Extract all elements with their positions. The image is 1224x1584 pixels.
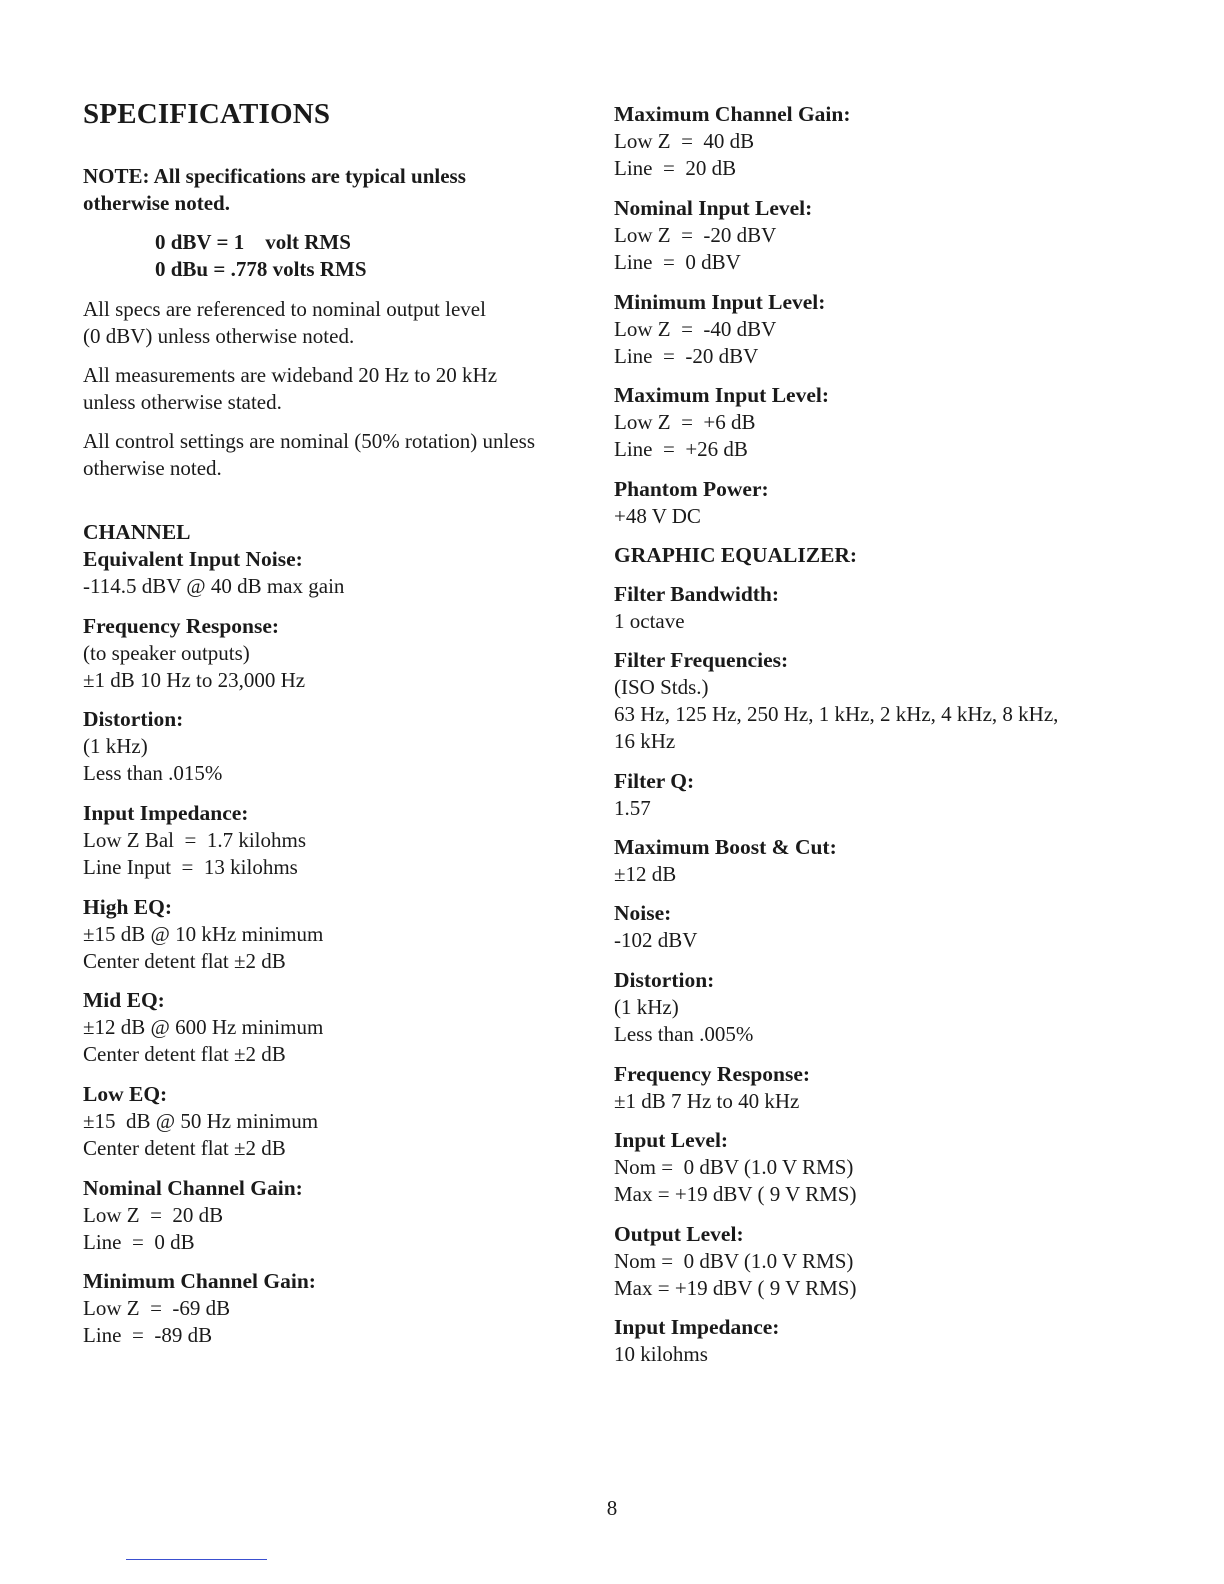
measurement-paragraph <box>83 362 583 416</box>
spec-value: Low Z = -40 dBV <box>614 317 777 341</box>
spec-label: Minimum Input Level: <box>614 290 826 314</box>
specs-note <box>83 163 466 217</box>
spec-value: (1 kHz) <box>83 734 148 758</box>
spec-low-eq <box>83 1081 318 1162</box>
spec-value: Line = 0 dBV <box>614 250 741 274</box>
spec-value: Center detent flat ±2 dB <box>83 1042 286 1066</box>
spec-value: Center detent flat ±2 dB <box>83 949 286 973</box>
spec-value: Low Z Bal = 1.7 kilohms <box>83 828 307 852</box>
spec-value: Low Z = -20 dBV <box>614 223 777 247</box>
spec-value: Low Z = 40 dB <box>614 129 755 153</box>
spec-value: Low Z = 20 dB <box>83 1203 224 1227</box>
spec-mid-eq <box>83 987 323 1068</box>
spec-label: Nominal Channel Gain: <box>83 1176 303 1200</box>
spec-value: Nom = 0 dBV (1.0 V RMS) <box>614 1155 854 1179</box>
spec-value: ±1 dB 7 Hz to 40 kHz <box>614 1089 800 1113</box>
spec-label: Output Level: <box>614 1222 744 1246</box>
spec-label: Equivalent Input Noise: <box>83 547 303 571</box>
spec-value: Low Z = -69 dB <box>83 1296 231 1320</box>
spec-frequency-response <box>83 613 305 694</box>
spec-input-impedance <box>83 800 306 881</box>
spec-label: Nominal Input Level: <box>614 196 813 220</box>
paragraph-line: otherwise noted. <box>83 456 222 480</box>
spec-label: High EQ: <box>83 895 173 919</box>
spec-maximum-boost-cut <box>614 834 837 888</box>
paragraph-line: unless otherwise stated. <box>83 390 282 414</box>
spec-minimum-channel-gain <box>83 1268 316 1349</box>
spec-value: 16 kHz <box>614 729 676 753</box>
spec-value: Line Input = 13 kilohms <box>83 855 298 879</box>
spec-value: Nom = 0 dBV (1.0 V RMS) <box>614 1249 854 1273</box>
spec-nominal-channel-gain <box>83 1175 303 1256</box>
spec-value: ±15 dB @ 10 kHz minimum <box>83 922 324 946</box>
spec-minimum-input-level <box>614 289 825 370</box>
note-line: NOTE: All specifications are typical unless <box>83 164 466 188</box>
spec-equivalent-input-noise <box>83 546 344 600</box>
spec-maximum-input-level <box>614 382 829 463</box>
spec-value: 63 Hz, 125 Hz, 250 Hz, 1 kHz, 2 kHz, 4 kHz, 8 kHz, <box>614 702 1059 726</box>
paragraph-line: All measurements are wideband 20 Hz to 20 kHz <box>83 363 498 387</box>
spec-value: 1.57 <box>614 796 651 820</box>
spec-label: Frequency Response: <box>614 1062 811 1086</box>
spec-filter-q <box>614 768 694 822</box>
spec-value: 10 kilohms <box>614 1342 708 1366</box>
dbv-formula: 0 dBV = 1 volt RMS <box>155 230 351 254</box>
spec-value: Line = +26 dB <box>614 437 748 461</box>
spec-distortion <box>83 706 222 787</box>
channel-heading: CHANNEL <box>83 520 191 544</box>
footer-rule <box>126 1559 267 1560</box>
spec-geq-distortion <box>614 967 753 1048</box>
paragraph-line: (0 dBV) unless otherwise noted. <box>83 324 355 348</box>
spec-output-level <box>614 1221 856 1302</box>
spec-value: Low Z = +6 dB <box>614 410 756 434</box>
spec-value: Less than .005% <box>614 1022 754 1046</box>
spec-value: Line = 0 dB <box>83 1230 195 1254</box>
spec-label: Filter Bandwidth: <box>614 582 780 606</box>
spec-label: Input Level: <box>614 1128 729 1152</box>
reference-paragraph <box>83 296 583 350</box>
spec-value: ±15 dB @ 50 Hz minimum <box>83 1109 319 1133</box>
spec-nominal-input-level <box>614 195 812 276</box>
note-line: otherwise noted. <box>83 191 230 215</box>
page-title: SPECIFICATIONS <box>83 98 331 130</box>
spec-value: Less than .015% <box>83 761 223 785</box>
spec-value: +48 V DC <box>614 504 701 528</box>
spec-value: (ISO Stds.) <box>614 675 709 699</box>
spec-label: Filter Frequencies: <box>614 648 789 672</box>
spec-value: (to speaker outputs) <box>83 641 250 665</box>
spec-label: Maximum Input Level: <box>614 383 829 407</box>
spec-label: Input Impedance: <box>614 1315 780 1339</box>
spec-label: Maximum Channel Gain: <box>614 102 851 126</box>
graphic-equalizer-heading: GRAPHIC EQUALIZER: <box>614 543 858 567</box>
spec-value: -102 dBV <box>614 928 698 952</box>
control-settings-paragraph <box>83 428 583 482</box>
spec-value: ±12 dB @ 600 Hz minimum <box>83 1015 324 1039</box>
spec-value: Max = +19 dBV ( 9 V RMS) <box>614 1276 857 1300</box>
spec-label: Mid EQ: <box>83 988 165 1012</box>
spec-filter-frequencies <box>614 647 1058 755</box>
page-number: 8 <box>606 1496 618 1520</box>
spec-noise <box>614 900 697 954</box>
spec-high-eq <box>83 894 323 975</box>
spec-geq-frequency-response <box>614 1061 810 1115</box>
spec-value: ±1 dB 10 Hz to 23,000 Hz <box>83 668 306 692</box>
spec-label: Input Impedance: <box>83 801 249 825</box>
spec-value: Line = -89 dB <box>83 1323 213 1347</box>
spec-label: Minimum Channel Gain: <box>83 1269 316 1293</box>
spec-label: Distortion: <box>83 707 184 731</box>
dbu-formula: 0 dBu = .778 volts RMS <box>155 257 367 281</box>
spec-label: Frequency Response: <box>83 614 280 638</box>
spec-filter-bandwidth <box>614 581 779 635</box>
spec-phantom-power <box>614 476 769 530</box>
spec-value: -114.5 dBV @ 40 dB max gain <box>83 574 345 598</box>
spec-value: 1 octave <box>614 609 685 633</box>
spec-value: (1 kHz) <box>614 995 679 1019</box>
spec-value: Line = 20 dB <box>614 156 737 180</box>
spec-maximum-channel-gain <box>614 101 851 182</box>
spec-label: Filter Q: <box>614 769 695 793</box>
spec-label: Low EQ: <box>83 1082 168 1106</box>
spec-value: Center detent flat ±2 dB <box>83 1136 286 1160</box>
paragraph-line: All specs are referenced to nominal output level <box>83 297 486 321</box>
spec-value: ±12 dB <box>614 862 677 886</box>
spec-label: Phantom Power: <box>614 477 769 501</box>
spec-label: Maximum Boost & Cut: <box>614 835 837 859</box>
spec-label: Noise: <box>614 901 672 925</box>
spec-input-level <box>614 1127 856 1208</box>
paragraph-line: All control settings are nominal (50% rotation) unless <box>83 429 535 453</box>
spec-value: Line = -20 dBV <box>614 344 759 368</box>
spec-label: Distortion: <box>614 968 715 992</box>
spec-value: Max = +19 dBV ( 9 V RMS) <box>614 1182 857 1206</box>
spec-geq-input-impedance <box>614 1314 779 1368</box>
